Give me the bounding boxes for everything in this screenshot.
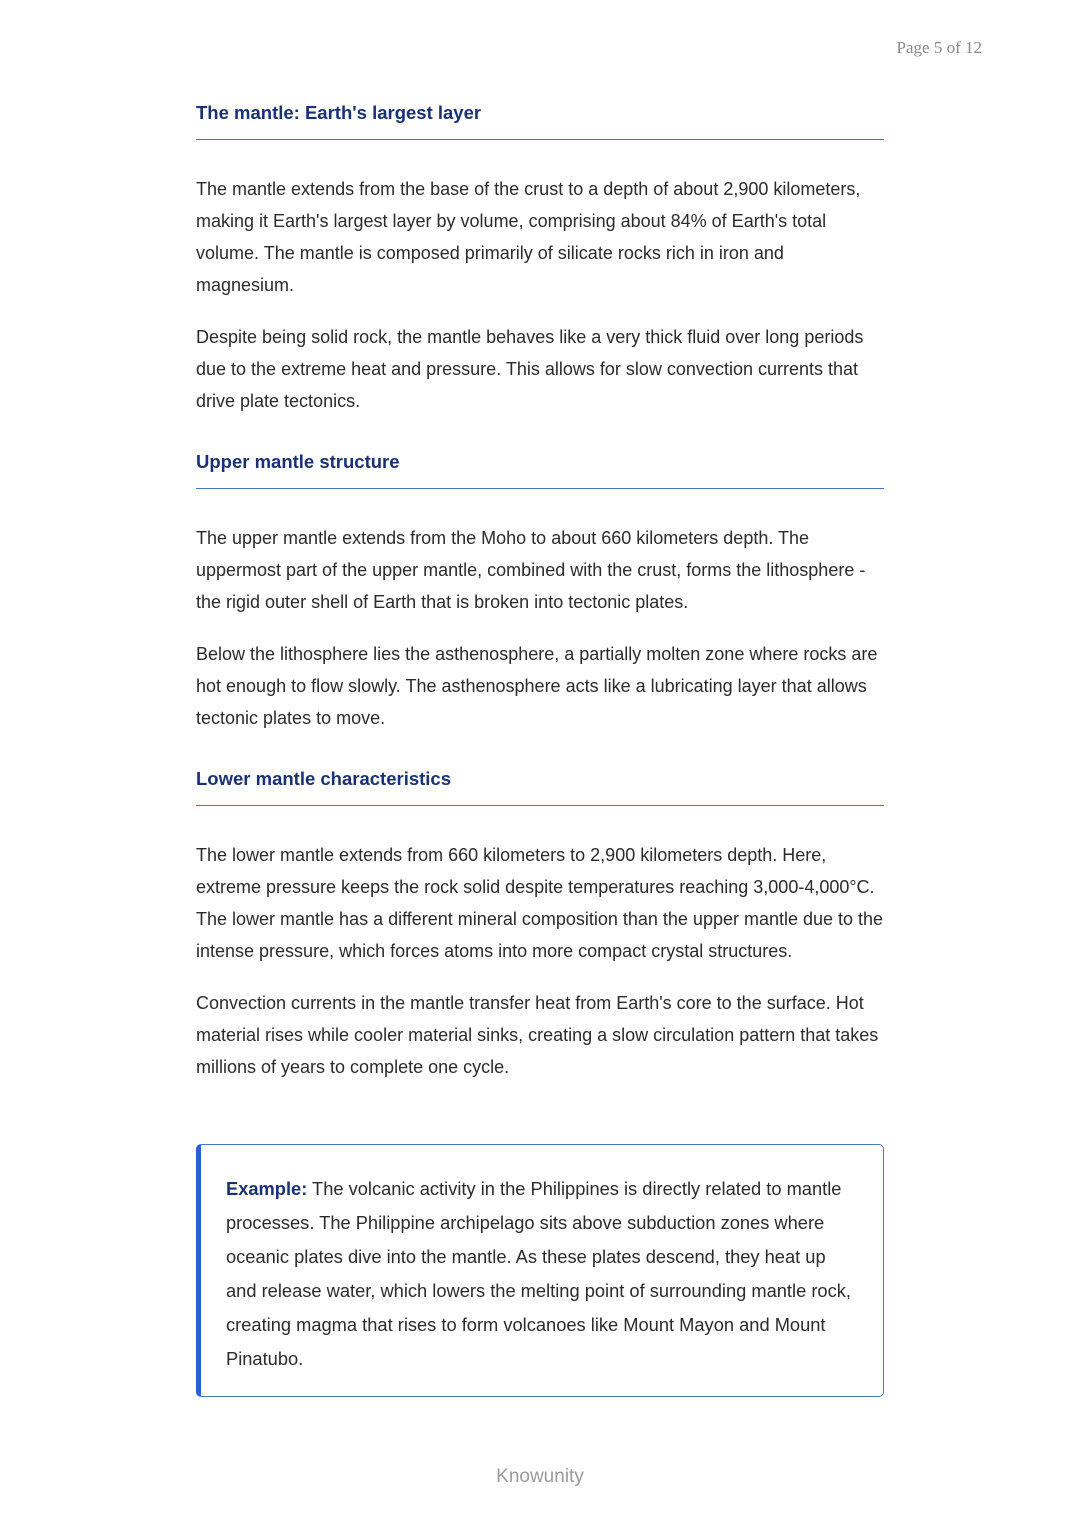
example-callout [196, 1144, 884, 1397]
section-heading: The mantle: Earth's largest layer [196, 102, 884, 140]
footer-brand: Knowunity [496, 1466, 584, 1487]
paragraph: The upper mantle extends from the Moho to about 660 kilometers depth. The uppermost part of the upper mantle, combined with the crust, forms the lithosphere - the rigid outer shell of Earth that is broken into tectonic plates. [196, 528, 866, 612]
section-heading: Lower mantle characteristics [196, 768, 884, 806]
example-body: The volcanic activity in the Philippines is directly related to mantle processes. The Philippine archipelago sits above subduction zones where oceanic plates dive into the mantle. As these plates descend, they heat up and release water, which lowers the melting point of surrounding mantle rock, creating magma that rises to form volcanoes like Mount Mayon and Mount Pinatubo. [226, 1178, 851, 1369]
section-upper-mantle [196, 451, 884, 734]
example-label: Example: [226, 1178, 308, 1199]
section-heading: Upper mantle structure [196, 451, 884, 489]
paragraph: The lower mantle extends from 660 kilometers to 2,900 kilometers depth. Here, extreme pressure keeps the rock solid despite temperatures reaching 3,000-4,000°C. The lower mantle has a different mineral composition than the upper mantle due to the intense pressure, which forces atoms into more compact crystal structures. [196, 845, 884, 961]
example-text [226, 1172, 859, 1376]
section-mantle-overview [196, 102, 884, 417]
page-number: Page 5 of 12 [896, 38, 982, 57]
paragraph: Convection currents in the mantle transfer heat from Earth's core to the surface. Hot material rises while cooler material sinks, creating a slow circulation pattern that takes millions of years to complete one cycle. [196, 993, 879, 1077]
paragraph: The mantle extends from the base of the crust to a depth of about 2,900 kilometers, making it Earth's largest layer by volume, comprising about 84% of Earth's total volume. The mantle is composed primarily of silicate rocks rich in iron and magnesium. [196, 179, 861, 295]
paragraph: Below the lithosphere lies the asthenosphere, a partially molten zone where rocks are hot enough to flow slowly. The asthenosphere acts like a lubricating layer that allows tectonic plates to move. [196, 644, 878, 728]
section-lower-mantle [196, 768, 884, 1083]
paragraph: Despite being solid rock, the mantle behaves like a very thick fluid over long periods due to the extreme heat and pressure. This allows for slow convection currents that drive plate tectonics. [196, 327, 864, 411]
document-body [196, 102, 884, 1083]
